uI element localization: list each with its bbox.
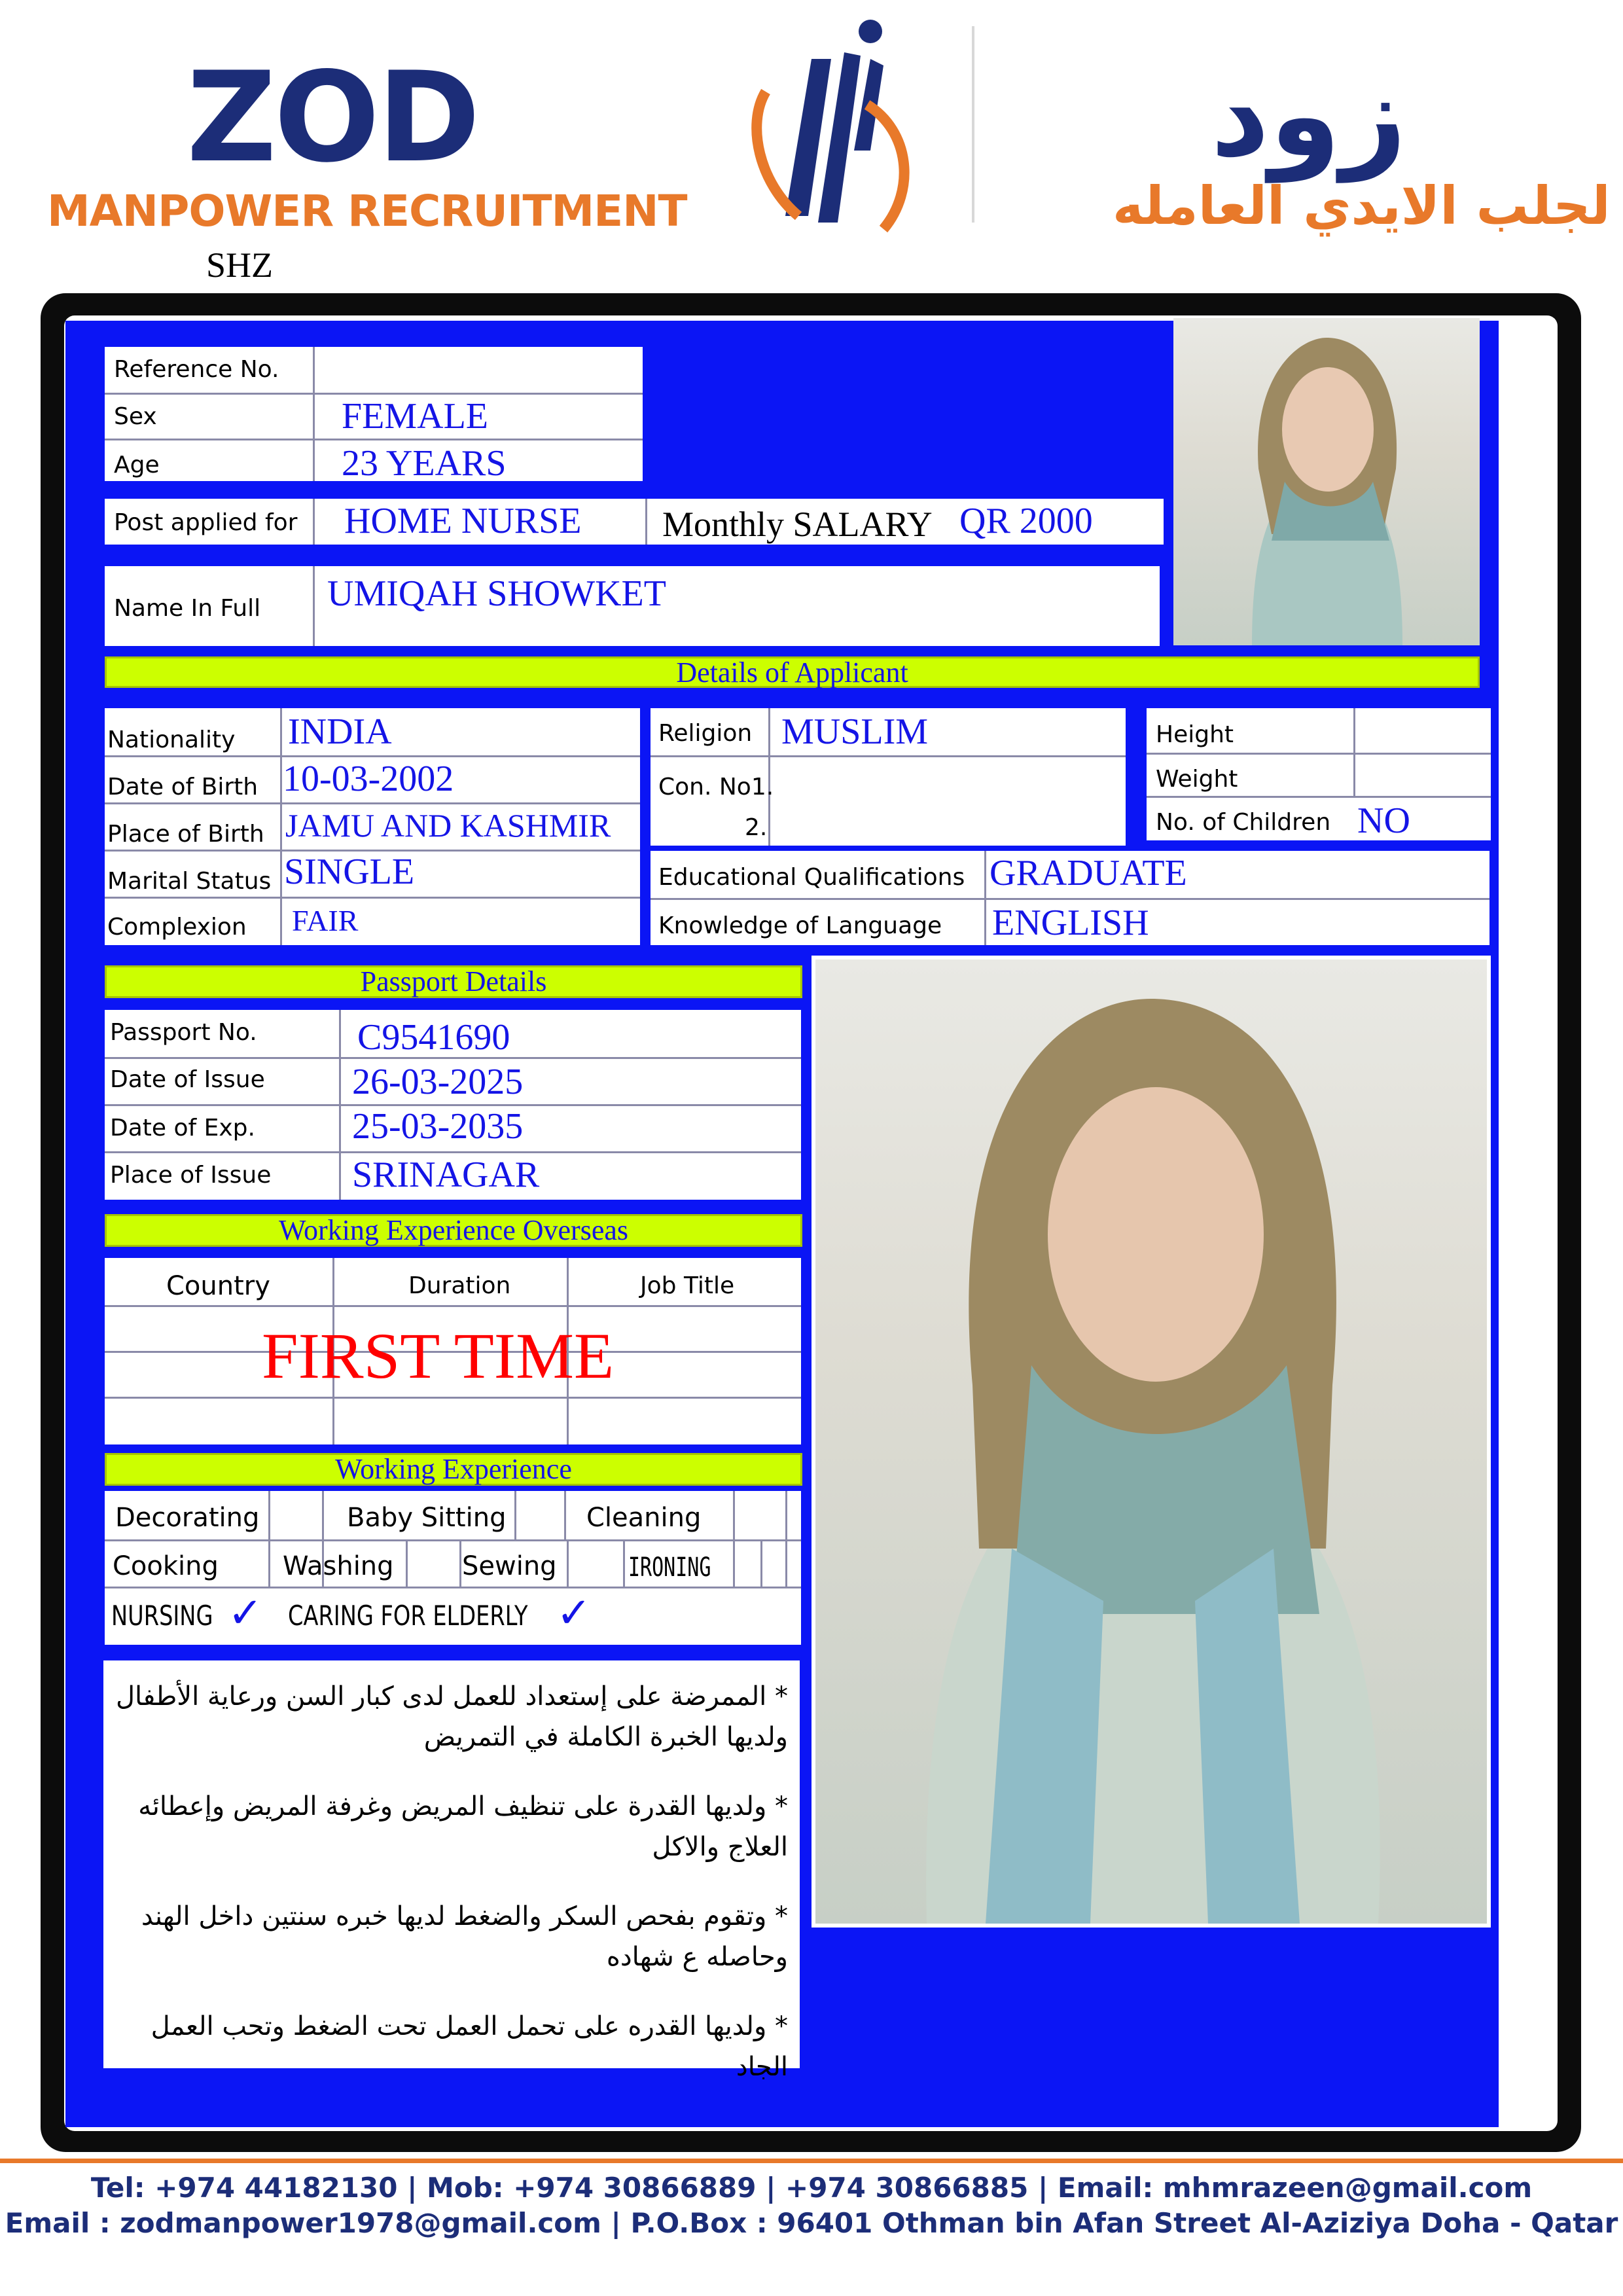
name-label: Name In Full	[114, 595, 261, 622]
footer-divider	[0, 2159, 1623, 2163]
dob-value: 10-03-2002	[283, 759, 454, 799]
dob-label: Date of Birth	[107, 774, 259, 800]
exp-sewing: Sewing	[462, 1551, 557, 1581]
passport-place-label: Place of Issue	[110, 1162, 272, 1189]
weight-label: Weight	[1156, 766, 1238, 793]
arabic-notes	[103, 1660, 800, 2082]
note-1: * الممرضة على إستعداد للعمل لدى كبار السن ورعاية الأطفال ولديها الخبرة الكاملة في التمريض	[115, 1681, 788, 1752]
language-label: Knowledge of Language	[658, 912, 942, 939]
overseas-col-duration: Duration	[408, 1272, 511, 1299]
education-label: Educational Qualifications	[658, 864, 965, 891]
first-time-stamp: FIRST TIME	[262, 1319, 615, 1392]
brand-figure-icon	[740, 20, 923, 236]
nationality-label: Nationality	[107, 726, 236, 753]
brand-subtitle-arabic: لجلب الايدي العامله	[1113, 175, 1611, 236]
passport-title: Passport Details	[105, 965, 802, 998]
passport-no-value: C9541690	[357, 1017, 510, 1058]
exp-cooking: Cooking	[113, 1551, 219, 1581]
post-value: HOME NURSE	[344, 501, 582, 541]
header-divider	[972, 26, 974, 223]
brand-logo: ZOD	[187, 45, 478, 190]
post-row	[105, 499, 1164, 545]
post-label: Post applied for	[114, 509, 298, 536]
height-label: Height	[1156, 721, 1234, 748]
name-value: UMIQAH SHOWKET	[327, 573, 666, 614]
brand-logo-arabic: زود	[1211, 50, 1407, 183]
note-3: * وتقوم بفحص السكر والضغط لديها خبره سنتين داخل الهند وحاصله ع شهاده	[141, 1901, 788, 1972]
con2-label: 2.	[745, 814, 768, 841]
education-table	[651, 851, 1489, 945]
overseas-title: Working Experience Overseas	[105, 1214, 802, 1247]
complexion-value: FAIR	[292, 904, 359, 937]
nationality-value: INDIA	[288, 711, 392, 752]
details-right-table	[1147, 708, 1491, 840]
passport-exp-label: Date of Exp.	[110, 1115, 255, 1141]
complexion-label: Complexion	[107, 914, 247, 941]
religion-label: Religion	[658, 720, 753, 747]
passport-no-label: Passport No.	[110, 1019, 257, 1046]
agency-code: SHZ	[206, 245, 274, 285]
exp-decorating: Decorating	[115, 1503, 260, 1533]
education-value: GRADUATE	[990, 853, 1187, 893]
passport-table	[105, 1010, 801, 1200]
note-2: * ولديها القدرة على تنظيف المريض وغرفة المريض وإعطائه العلاج والاكل	[138, 1791, 788, 1862]
experience-title: Working Experience	[105, 1453, 802, 1486]
name-row	[105, 566, 1160, 646]
exp-caring-elderly: CARING FOR ELDERLY	[288, 1600, 528, 1632]
applicant-photo-small	[1173, 318, 1480, 645]
experience-table	[105, 1491, 801, 1645]
children-value: NO	[1357, 800, 1410, 841]
salary-label: Monthly SALARY	[662, 505, 933, 544]
overseas-table	[105, 1258, 801, 1444]
details-left-table	[105, 708, 640, 945]
exp-baby-sitting: Baby Sitting	[347, 1503, 507, 1533]
exp-washing: Washing	[283, 1551, 394, 1581]
con1-label: Con. No1.	[658, 774, 774, 800]
age-label: Age	[114, 452, 160, 478]
religion-value: MUSLIM	[781, 711, 929, 752]
age-value: 23 YEARS	[342, 443, 507, 484]
passport-issue-label: Date of Issue	[110, 1066, 265, 1093]
passport-issue-value: 26-03-2025	[352, 1062, 524, 1102]
language-value: ENGLISH	[992, 903, 1149, 943]
top-info-table	[105, 347, 643, 484]
sex-label: Sex	[114, 403, 157, 430]
pob-label: Place of Birth	[107, 821, 264, 848]
passport-exp-value: 25-03-2035	[352, 1106, 524, 1147]
details-mid-table	[651, 708, 1126, 846]
sex-value: FEMALE	[342, 396, 488, 437]
passport-place-value: SRINAGAR	[352, 1155, 540, 1195]
footer-contact-line2: Email : zodmanpower1978@gmail.com | P.O.Box : 96401 Othman bin Afan Street Al-Aziziya Doha - Qatar	[5, 2207, 1618, 2239]
elderly-check-icon: ✓	[556, 1589, 592, 1638]
overseas-col-jobtitle: Job Title	[640, 1272, 735, 1299]
nursing-check-icon: ✓	[228, 1589, 263, 1638]
note-4: * ولديها القدره على تحمل العمل تحت الضغط وتحب العمل الجاد	[151, 2011, 788, 2082]
marital-value: SINGLE	[284, 852, 415, 892]
exp-ironing: IRONING	[628, 1552, 711, 1583]
pob-value: JAMU AND KASHMIR	[285, 807, 611, 844]
exp-nursing: NURSING	[111, 1600, 213, 1632]
brand-subtitle: MANPOWER RECRUITMENT	[47, 186, 687, 236]
exp-cleaning: Cleaning	[586, 1503, 702, 1533]
salary-value: QR 2000	[959, 501, 1093, 541]
details-title: Details of Applicant	[105, 656, 1480, 688]
children-label: No. of Children	[1156, 809, 1331, 836]
footer-contact-line1: Tel: +974 44182130 | Mob: +974 30866889 | +974 30866885 | Email: mhmrazeen@gmail.com	[90, 2172, 1533, 2204]
reference-label: Reference No.	[114, 356, 279, 383]
overseas-col-country: Country	[166, 1271, 270, 1301]
marital-label: Marital Status	[107, 868, 272, 895]
applicant-photo-large	[812, 956, 1491, 1928]
